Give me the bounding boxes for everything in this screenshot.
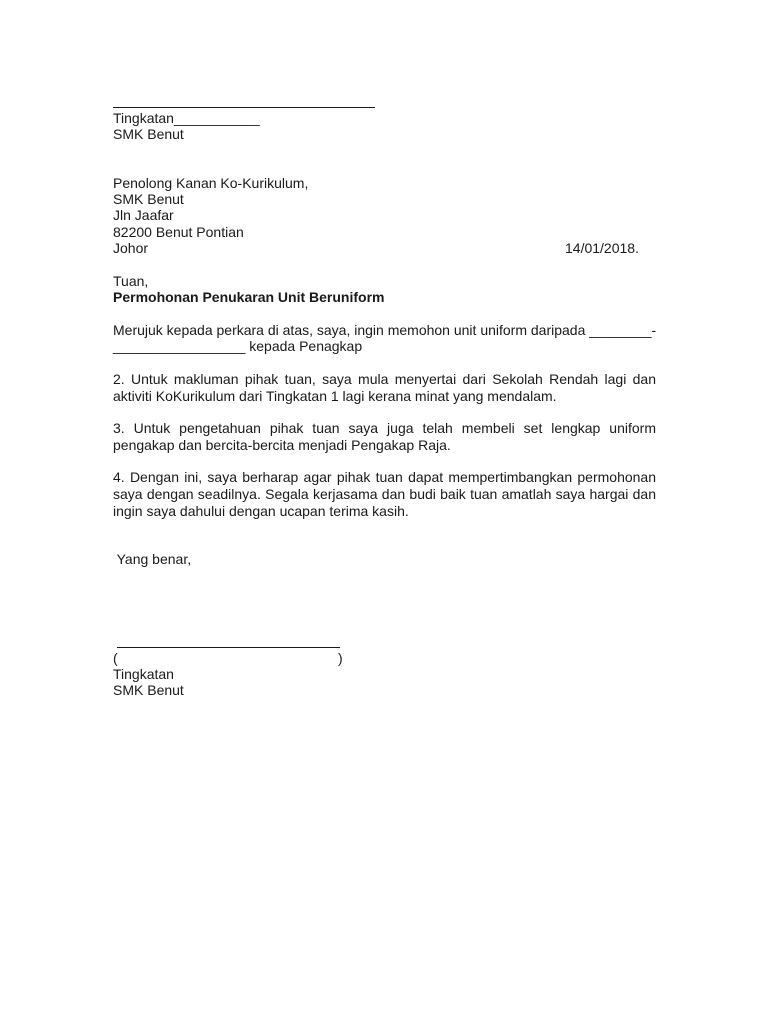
- recipient-street: Jln Jaafar: [113, 207, 174, 223]
- closing: Yang benar,: [113, 551, 192, 567]
- salutation: Tuan,: [113, 273, 149, 289]
- recipient-school: SMK Benut: [113, 191, 184, 207]
- paragraph-2: 2. Untuk makluman pihak tuan, saya mula menyertai dari Sekolah Rendah lagi dan aktiviti KoKurikulum dari Tingkatan 1 lagi kerana minat yang mendalam.: [113, 371, 656, 404]
- recipient-city: 82200 Benut Pontian: [113, 224, 244, 240]
- signature-tingkatan: Tingkatan: [113, 666, 174, 682]
- signature-school: SMK Benut: [113, 682, 184, 698]
- sender-name-blank-line: [113, 107, 375, 108]
- paragraph-3: 3. Untuk pengetahuan pihak tuan saya juga telah membeli set lengkap uniform pengakap dan bercita-bercita menjadi Pengakap Raja.: [113, 420, 656, 453]
- paragraph-1-line-2: _________________ kepada Penagkap: [113, 338, 363, 354]
- paragraph-1-line-1: Merujuk kepada perkara di atas, saya, ingin memohon unit uniform daripada ________-: [113, 322, 657, 338]
- sender-school: SMK Benut: [113, 126, 184, 142]
- recipient-state: Johor: [113, 240, 149, 256]
- sender-tingkatan: Tingkatan___________: [113, 110, 260, 126]
- signature-paren-close: ): [338, 650, 343, 666]
- recipient-title: Penolong Kanan Ko-Kurikulum,: [113, 175, 309, 191]
- signature-line: [117, 647, 340, 648]
- signature-paren-open: (: [113, 650, 118, 666]
- paragraph-4: 4. Dengan ini, saya berharap agar pihak tuan dapat mempertimbangkan permohonan saya dengan seadilnya. Segala kerjasama dan budi baik tuan amatlah saya hargai dan ingin saya dahului dengan ucapan terima kasih.: [113, 469, 656, 519]
- subject-line: Permohonan Penukaran Unit Beruniform: [113, 289, 385, 305]
- letter-date: 14/01/2018.: [565, 240, 639, 256]
